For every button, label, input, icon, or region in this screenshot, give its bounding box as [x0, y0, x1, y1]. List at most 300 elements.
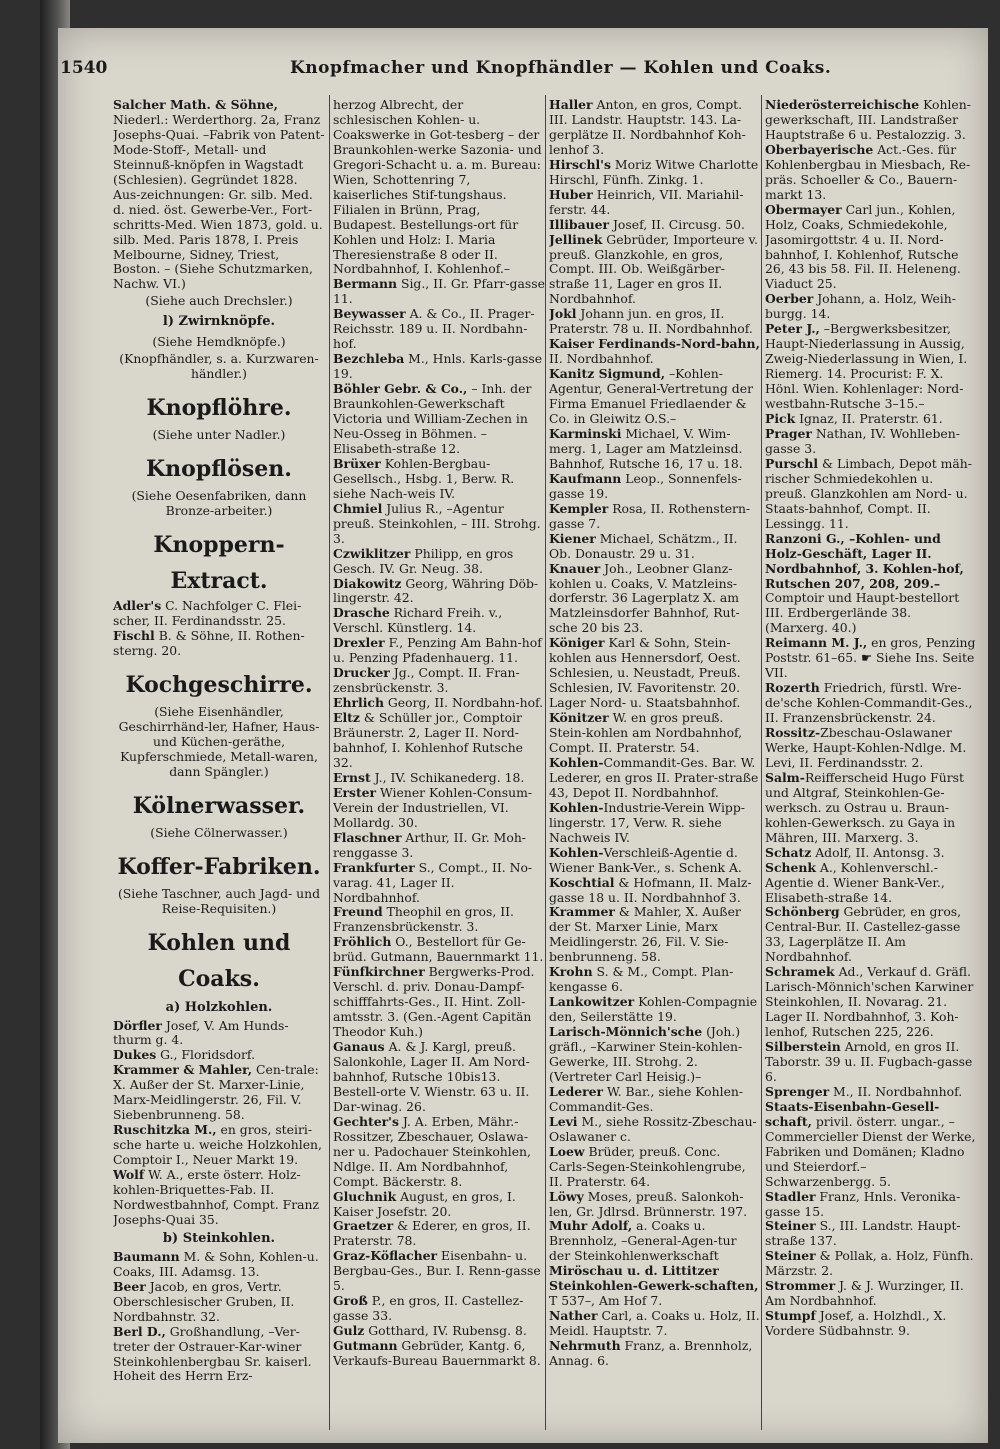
section-heading: Knopflösen. — [146, 456, 292, 483]
directory-entry — [333, 666, 545, 696]
entry-name: Schenk — [765, 859, 816, 875]
entry-details: A. & Co., II. Prager-Reichsstr. 189 u. II. Nordbahn-hof. — [333, 306, 535, 352]
entry-details: Industrie-Verein Wipp-lingerstr. 17, Verw. R. siehe Nachweis IV. — [549, 799, 745, 845]
section-heading: Knopflöhre. — [146, 395, 292, 422]
directory-entry — [549, 562, 761, 637]
entry-name: Graetzer — [333, 1218, 394, 1234]
entry-details: Bergwerks-Prod. Verschl. d. priv. Donau-Dampf-schifffahrts-Ges., II. Hint. Zoll-amtsstr. 3. (Gen.-Agent Capitän Theodor Kuh.) — [333, 964, 535, 1040]
entry-details: Commandit-Ges. Bar. W. Lederer, en gros II. Prater-straße 43, Depot II. Nordbahnhof. — [549, 754, 759, 800]
entry-name: Steiner — [765, 1248, 816, 1264]
entry-details: Carl, a. Coaks u. Holz, II. Meidl. Hauptstr. 7. — [549, 1308, 760, 1339]
directory-entry — [113, 1280, 325, 1325]
entry-details: Franz, Hnls. Veronika-gasse 15. — [765, 1188, 961, 1219]
cross-reference: (Siehe Eisenhändler, Geschirrhänd-ler, Hafner, Haus- und Küchen-geräthe, Kupferschmiede, Metall-waren, dann Spängler.) — [118, 703, 320, 779]
column-rule — [545, 95, 546, 1430]
directory-entry — [765, 1040, 977, 1085]
directory-entry — [549, 337, 761, 367]
directory-entry — [333, 1190, 545, 1220]
entry-name: Eltz — [333, 710, 360, 726]
entry-name: Erster — [333, 784, 377, 800]
entry-name: Ganaus — [333, 1039, 385, 1055]
entry-name: Gulz — [333, 1323, 365, 1339]
entry-details: – Inh. der Braunkohlen-Gewerkschaft Victoria und William-Zechen in Neu-Osseg in Böhmen. – Elisabeth-straße 12. — [333, 381, 532, 456]
entry-name: Graz-Köflacher — [333, 1248, 438, 1264]
entry-name: Gechter's — [333, 1113, 399, 1129]
entry-name: Rossitz- — [765, 725, 821, 741]
entry-details: O., Bestellort für Ge-brüd. Gutmann, Bauernmarkt 11. — [333, 934, 544, 965]
entry-name: Löwy — [549, 1188, 584, 1204]
directory-entry — [549, 801, 761, 846]
entry-name: Drucker — [333, 665, 390, 681]
directory-entry — [549, 1339, 761, 1369]
section-heading: Koffer-Fabriken. — [117, 853, 321, 880]
directory-entry — [113, 1168, 325, 1228]
entry-name: Freund — [333, 904, 383, 920]
entry-details: B. & Söhne, II. Rothen-sterng. 20. — [113, 627, 305, 658]
entry-details: Rosa, II. Rothenstern-gasse 7. — [549, 500, 751, 531]
directory-entry — [549, 1264, 761, 1309]
entry-name: Knauer — [549, 560, 601, 576]
directory-entry — [333, 1294, 545, 1324]
entry-name: Loew — [549, 1143, 585, 1159]
entry-name: Wolf — [113, 1167, 145, 1183]
entry-name: Salm- — [765, 769, 805, 785]
directory-entry — [765, 427, 977, 457]
directory-entry — [113, 1250, 325, 1280]
entry-details: & Schüller jor., Comptoir Bräunerstr. 2, Lager II. Nord-bahnhof, I. Kohlenhof Rutsche 32. — [333, 710, 524, 770]
directory-entry — [333, 965, 545, 1040]
entry-name: Haller — [549, 98, 593, 112]
column-4 — [765, 98, 977, 1428]
entry-details: & Ederer, en gros, II. Praterstr. 78. — [333, 1218, 531, 1249]
directory-entry — [333, 861, 545, 906]
entry-details: S., III. Landstr. Haupt-straße 137. — [765, 1218, 961, 1249]
directory-entry — [113, 1123, 325, 1168]
entry-name: Adler's — [113, 598, 162, 614]
directory-entry — [549, 218, 761, 233]
entry-details: J., IV. Schikanederg. 18. — [370, 769, 525, 785]
entry-details: Jg., Compt. II. Fran-zensbrückenstr. 3. — [333, 665, 520, 696]
entry-details: II. Nordbahnhof. — [549, 351, 654, 367]
directory-entry — [333, 1115, 545, 1190]
entry-details: Cen-trale: X. Außer der St. Marxer-Linie, Marx-Meidlingerstr. 26, Fil. V. Siebenbrunneng. 58. — [113, 1062, 319, 1123]
entry-details: Adolf, II. Antonsg. 3. — [811, 844, 945, 860]
directory-entry — [549, 1115, 761, 1145]
directory-entry — [333, 1324, 545, 1339]
directory-entry — [333, 606, 545, 636]
directory-entry — [549, 98, 761, 158]
entry-name: Kaiser Ferdinands-Nord-bahn, — [549, 336, 760, 352]
entry-name: Kohlen- — [549, 799, 604, 815]
entry-details: Großhandlung, –Ver-treter der Ostrauer-Kar-winer Steinkohlenbergbau Sr. kaiserl. Hoheit des Herrn Erz- — [113, 1323, 312, 1384]
entry-name: Königer — [549, 635, 605, 651]
entry-details: Moses, preuß. Salonkoh-len, Gr. Jdlrsd. Brünnerstr. 197. — [549, 1188, 748, 1219]
entry-name: Kaufmann — [549, 470, 622, 486]
entry-details: S. & M., Compt. Plan-kengasse 6. — [549, 964, 734, 995]
directory-entry — [113, 1063, 325, 1123]
directory-entry — [333, 98, 545, 277]
entry-details: a. Coaks u. Brennholz, –General-Agen-tur der Steinkohlenwerkschaft — [549, 1218, 737, 1264]
entry-name: Stumpf — [765, 1308, 816, 1324]
entry-name: Frankfurter — [333, 859, 415, 875]
entry-name: Obermayer — [765, 201, 842, 217]
entry-name: Beer — [113, 1278, 146, 1294]
directory-entry — [113, 629, 325, 659]
entry-details: –Kohlen-Agentur, General-Vertretung der Firma Emanuel Friedlaender & Co. in Gleiwitz O.S.– — [549, 366, 753, 427]
directory-entry — [549, 846, 761, 876]
entry-name: Sprenger — [765, 1083, 830, 1099]
directory-entry — [549, 905, 761, 965]
entry-name: Nehrmuth — [549, 1338, 621, 1354]
directory-entry — [333, 831, 545, 861]
entry-details: Leop., Sonnenfels-gasse 19. — [549, 470, 742, 501]
directory-entry — [549, 233, 761, 308]
entry-details: P., en gros, II. Castellez-gasse 33. — [333, 1293, 524, 1324]
entry-details: Comptoir und Haupt-bestellort III. Erdbergerlände 38. (Marxerg. 40.) — [765, 590, 960, 636]
entry-name: Kanitz Sigmund, — [549, 366, 666, 382]
directory-entry — [765, 1085, 977, 1100]
entry-details: J. & J. Wurzinger, II. Am Nordbahnhof. — [765, 1278, 964, 1309]
directory-entry — [549, 1085, 761, 1115]
directory-entry — [765, 322, 977, 412]
entry-details: Carl jun., Kohlen, Holz, Coaks, Schmiedekohle, Jasomirgottstr. 4 u. II. Nord-bahnhof, I. Kohlenhof, Rutsche 26, 43 bis 58. Fil. II. Heleneng. Viaduct 25. — [765, 201, 961, 292]
entry-name: Fischl — [113, 627, 155, 643]
entry-details: Nathan, IV. Wohlleben-gasse 3. — [765, 425, 960, 456]
entry-details: A. & J. Kargl, preuß. Salonkohle, Lager II. Am Nord-bahnhof, Rutsche 10bis13. Bestell-orte V. Wienstr. 63 u. II. Dar-winag. 26. — [333, 1039, 530, 1114]
directory-entry — [765, 846, 977, 861]
cross-reference: (Siehe unter Nadler.) — [152, 427, 286, 443]
entry-details: Arnold, en gros II. Taborstr. 39 u. II. Fugbach-gasse 6. — [765, 1039, 973, 1084]
entry-details: Moriz Witwe Charlotte Hirschl, Fünfh. Zinkg. 1. — [549, 156, 759, 187]
entry-name: Larisch-Mönnich'sche — [549, 1024, 703, 1040]
page-number: 1540 — [60, 58, 108, 78]
entry-details: S., Compt., II. No-varag. 41, Lager II. Nordbahnhof. — [333, 859, 533, 905]
entry-name: Flaschner — [333, 829, 402, 845]
entry-name: Oberbayerische — [765, 141, 874, 157]
entry-name: Strommer — [765, 1278, 836, 1294]
directory-entry — [333, 502, 545, 547]
directory-entry — [333, 711, 545, 771]
directory-entry — [549, 472, 761, 502]
entry-details: Julius R., –Agentur preuß. Steinkohlen, – III. Strohg. 3. — [333, 500, 541, 546]
entry-name: Gluchnik — [333, 1188, 397, 1204]
entry-details: G., Floridsdorf. — [156, 1047, 256, 1063]
directory-entry — [333, 382, 545, 457]
entry-name: Steiner — [765, 1218, 816, 1234]
entry-name: Czwiklitzer — [333, 545, 411, 561]
entry-name: Schramek — [765, 964, 835, 980]
page-title: Knopfmacher und Knopfhändler — Kohlen und Coaks. — [290, 58, 832, 78]
directory-entry — [549, 427, 761, 472]
entry-name: Diakowitz — [333, 575, 402, 591]
subsection-heading: a) Holzkohlen. — [165, 999, 273, 1015]
directory-entry — [549, 307, 761, 337]
directory-entry — [549, 532, 761, 562]
section-heading: Kochgeschirre. — [125, 671, 313, 698]
entry-name: Schatz — [765, 844, 812, 860]
cross-reference: (Siehe Oesenfabriken, dann Bronze-arbeiter.) — [131, 488, 307, 519]
entry-details: M., II. Nordbahnhof. — [829, 1083, 963, 1099]
entry-name: Krohn — [549, 964, 593, 980]
entry-details: Act.-Ges. für Kohlenbergbau in Miesbach, Re-präs. Schoeller & Co., Bauern-markt 13. — [765, 141, 971, 202]
directory-entry — [549, 1219, 761, 1264]
entry-details: Brüder, preuß. Conc. Carls-Segen-Steinkohlengrube, II. Praterstr. 64. — [549, 1143, 746, 1189]
entry-details: Gebrüder, Importeure v. preuß. Glanzkohle, en gros, Compt. III. Ob. Weißgärber-straße 11, Lager en gros II. Nordbahnhof. — [549, 231, 758, 307]
entry-details: Joh., Leobner Glanz-kohlen u. Coaks, V. Matzleins-dorferstr. 36 Lagerplatz X. am Matzleinsdorfer Bahnhof, Rut-sche 20 bis 23. — [549, 560, 740, 636]
entry-details: Heinrich, VII. Mariahil-ferstr. 44. — [549, 186, 744, 217]
section-heading: Kölnerwasser. — [132, 792, 306, 819]
entry-name: Silberstein — [765, 1039, 841, 1055]
entry-details: (Joh.) gräfl., –Karwiner Stein-kohlen-Gewerke, III. Strohg. 2. (Vertreter Carl Heisig.)– — [549, 1024, 743, 1084]
directory-entry — [549, 636, 761, 711]
directory-entry — [765, 1309, 977, 1339]
column-1 — [113, 98, 325, 1428]
directory-entry — [765, 965, 977, 1040]
entry-details: Franz, a. Brennholz, Annag. 6. — [549, 1338, 753, 1369]
entry-details: & Limbach, Depot mäh-rischer Schmiedekohlen u. preuß. Glanzkohlen am Nord- u. Staats-bahnhof, Compt. II. Lessingg. 11. — [765, 455, 972, 531]
directory-entry — [113, 599, 325, 629]
entry-details: Georg, Währing Döb-lingerstr. 42. — [333, 575, 539, 606]
entry-name: Niederösterreichische — [765, 98, 920, 112]
entry-details: Friedrich, fürstl. Wre-de'sche Kohlen-Commandit-Ges., II. Franzensbrückenstr. 24. — [765, 680, 973, 726]
entry-details: Niederl.: Werderthorg. 2a, Franz Josephs-Quai. –Fabrik von Patent-Mode-Stoff-, Metall- und Steinnuß-knöpfen in Wagstadt (Schlesien). Gegründet 1828. Aus-zeichnungen: Gr. silb. Med. d. nied. öst. Gewerbe-Ver., Fort-schritts-Med. Wien 1873, gold. u. silb. Med. Paris 1878, I. Preis Melbourne, Sidney, Triest, Boston. – (Siehe Schutzmarken, Nachw. VI.) — [113, 111, 325, 292]
directory-entry — [549, 1190, 761, 1220]
entry-name: Ruschitzka M., — [113, 1122, 217, 1138]
entry-details: M. & Sohn, Kohlen-u. Coaks, III. Adamsg. 13. — [113, 1248, 319, 1279]
entry-name: Böhler Gebr. & Co., — [333, 381, 468, 397]
directory-entry — [549, 995, 761, 1025]
entry-details: Anton, en gros, Compt. III. Landstr. Hauptstr. 143. La-gerplätze II. Nordbahnhof Koh-lenhof 3. — [549, 98, 746, 157]
cross-reference: (Siehe Cölnerwasser.) — [150, 824, 288, 840]
entry-details: –Bergwerksbesitzer, Haupt-Niederlassung in Aussig, Zweig-Niederlassung in Wien, I. Riemerg. 14. Procurist: F. X. Hönl. Wien. Kohlenlager: Nord-westbahn-Rutsche 3–15.– — [765, 321, 968, 412]
directory-entry — [333, 352, 545, 382]
entry-name: Dukes — [113, 1047, 157, 1063]
entry-name: Könitzer — [549, 710, 609, 726]
directory-entry — [333, 1040, 545, 1115]
directory-entry — [765, 292, 977, 322]
column-2 — [333, 98, 545, 1428]
entry-details: Josef, II. Circusg. 50. — [609, 216, 745, 232]
entry-name: Krammer — [549, 904, 615, 920]
directory-entry — [765, 861, 977, 906]
directory-entry — [549, 188, 761, 218]
entry-name: Kohlen- — [549, 754, 604, 770]
directory-entry — [549, 756, 761, 801]
entry-details: Philipp, en gros Gesch. IV. Gr. Neug. 38. — [333, 545, 514, 576]
entry-name: Oerber — [765, 291, 814, 307]
directory-entry — [113, 1325, 325, 1385]
entry-details: Josef, a. Holzhdl., X. Vordere Südbahnstr. 9. — [765, 1308, 947, 1339]
directory-entry — [765, 1190, 977, 1220]
directory-entry — [765, 1249, 977, 1279]
entry-details: F., Penzing Am Bahn-hof u. Penzing Pfadenhauerg. 11. — [333, 635, 542, 666]
entry-details: & Mahler, X. Außer der St. Marxer Linie, Marx Meidlingerstr. 26, Fil. V. Sie-benbrunneng. 58. — [549, 904, 741, 965]
directory-entry — [333, 636, 545, 666]
entry-name: Levi — [549, 1113, 578, 1129]
entry-details: Theophil en gros, II. Franzensbrückenstr. 3. — [333, 904, 514, 935]
directory-entry — [333, 1219, 545, 1249]
directory-entry — [765, 681, 977, 726]
entry-details: Jacob, en gros, Vertr. Oberschlesischer Gruben, II. Nordbahnstr. 32. — [113, 1278, 295, 1324]
directory-entry — [113, 1019, 325, 1049]
entry-details: Kohlen-Compagnie den, Seilerstätte 19. — [549, 994, 758, 1025]
entry-details: Wiener Kohlen-Consum-Verein der Industriellen, VI. Mollardg. 30. — [333, 784, 533, 830]
entry-details: J. A. Erben, Mähr.-Rossitzer, Zbeschauer, Oslawa-ner u. Padochauer Steinkohlen, Ndlge. II. Am Nordbahnhof, Compt. Bäckerstr. 8. — [333, 1113, 531, 1189]
directory-entry — [549, 158, 761, 188]
entry-details: Kohlen-Bergbau-Gesellsch., Hsbg. 1, Berw. R. siehe Nach-weis IV. — [333, 455, 515, 501]
page-header — [60, 58, 832, 88]
entry-name: Stadler — [765, 1188, 816, 1204]
directory-entry — [549, 502, 761, 532]
directory-entry — [333, 577, 545, 607]
entry-name: Salcher Math. & Söhne, — [113, 98, 278, 112]
column-rule — [761, 95, 762, 1430]
entry-details: Ignaz, II. Praterstr. 61. — [795, 411, 943, 427]
entry-details: Ad., Verkauf d. Gräfl. Larisch-Mönnich'schen Karwiner Steinkohlen, II. Novarag. 21. Lager II. Nordbahnhof, 3. Koh-lenhof, Rutschen 225, 226. — [765, 964, 974, 1040]
directory-entry — [765, 726, 977, 771]
directory-entry — [765, 457, 977, 532]
entry-name: Beywasser — [333, 306, 406, 322]
entry-details: Gotthard, IV. Rubensg. 8. — [364, 1323, 527, 1339]
directory-entry — [113, 1048, 325, 1063]
directory-entry — [333, 307, 545, 352]
entry-name: Chmiel — [333, 500, 383, 516]
entry-name: Koschtial — [549, 874, 615, 890]
entry-details: M., siehe Rossitz-Zbeschau-Oslawaner c. — [549, 1113, 757, 1144]
section-heading: Kohlen und Coaks. — [147, 929, 291, 992]
column-rule — [329, 95, 330, 1430]
entry-details: W. A., erste österr. Holz-kohlen-Briquettes-Fab. II. Nordwestbahnhof, Compt. Franz Josephs-Quai 35. — [113, 1167, 320, 1227]
cross-reference: (Siehe Taschner, auch Jagd- und Reise-Requisiten.) — [117, 885, 321, 916]
entry-name: Peter J., — [765, 321, 820, 337]
entry-details: W. Bar., siehe Kohlen-Commandit-Ges. — [549, 1083, 744, 1114]
entry-details: Michael, V. Wim-merg. 1, Lager am Matzleinsd. Bahnhof, Rutsche 16, 17 u. 18. — [549, 425, 743, 471]
entry-details: A., Kohlenverschl.-Agentie d. Wiener Bank-Ver., Elisabeth-straße 14. — [765, 859, 945, 905]
directory-entry — [333, 935, 545, 965]
entry-details: Richard Freih. v., Verschl. Künstlerg. 14. — [333, 605, 503, 636]
subsection-heading: b) Steinkohlen. — [162, 1230, 276, 1246]
directory-entry — [549, 876, 761, 906]
cross-reference: (Siehe auch Drechsler.) — [145, 293, 293, 309]
entry-name: Ranzoni G., –Kohlen- und Holz-Geschäft, Lager II. Nordbahnhof, 3. Kohlen-hof, Rutschen 207, 208, 209.– — [765, 530, 964, 591]
entry-details: August, en gros, I. Kaiser Josefstr. 20. — [333, 1188, 516, 1219]
directory-entry — [333, 696, 545, 711]
directory-entry — [333, 457, 545, 502]
directory-entry — [113, 98, 325, 292]
entry-details: Gebrüder, en gros, Central-Bur. II. Castellez-gasse 33, Lagerplätze II. Am Nordbahnhof. — [765, 904, 962, 965]
directory-entry — [333, 1249, 545, 1294]
entry-name: Huber — [549, 186, 593, 202]
entry-name: Reimann M. J., — [765, 635, 868, 651]
entry-details: privil. österr. ungar., –Commercieller Dienst der Werke, Fabriken und Domänen; Kladno und Steierdorf.– Schwarzenbergg. 5. — [765, 1113, 976, 1189]
directory-entry — [765, 771, 977, 846]
entry-details: en gros, steiri-sche harte u. weiche Holzkohlen, Comptoir I., Neuer Markt 19. — [113, 1122, 322, 1168]
directory-entry — [765, 143, 977, 203]
entry-name: Fröhlich — [333, 934, 392, 950]
entry-name: Hirschl's — [549, 156, 611, 172]
entry-name: Berl D., — [113, 1323, 166, 1339]
directory-entry — [333, 786, 545, 831]
entry-name: Jellinek — [549, 231, 603, 247]
entry-name: Staats-Eisenbahn-Gesell-schaft, — [765, 1098, 940, 1129]
entry-name: Kohlen- — [549, 844, 604, 860]
entry-name: Miröschau u. d. Littitzer Steinkohlen-Gewerk-schaften, — [549, 1263, 759, 1294]
entry-name: Illibauer — [549, 216, 610, 232]
directory-entry — [765, 203, 977, 293]
entry-details: herzog Albrecht, der schlesischen Kohlen- u. Coakswerke in Got-tesberg – der Braunkohlen-werke Sazonia- und Gregori-Schacht u. a. m. Bureau: Wien, Schottenring 7, kaiserliches Stif-tungshaus. Filialen in Brünn, Prag, Budapest. Bestellungs-ort für Kohlen und Holz: I. Maria Theresienstraße 8 oder II. Nordbahnhof, I. Kohlenhof.– — [333, 98, 542, 277]
entry-name: Drexler — [333, 635, 385, 651]
entry-details: Georg, II. Nordbahn-hof. — [383, 695, 544, 711]
entry-name: Groß — [333, 1293, 368, 1309]
directory-entry — [765, 532, 977, 637]
entry-name: Ehrlich — [333, 695, 384, 711]
entry-name: Muhr Adolf, — [549, 1218, 633, 1234]
entry-name: Lederer — [549, 1083, 604, 1099]
directory-entry — [765, 412, 977, 427]
directory-entry — [765, 905, 977, 965]
directory-entry — [765, 1100, 977, 1190]
directory-entry — [765, 1219, 977, 1249]
entry-name: Dörfler — [113, 1017, 162, 1033]
directory-entry — [765, 98, 977, 143]
column-3 — [549, 98, 761, 1428]
entry-name: Pick — [765, 411, 796, 427]
entry-details: Kohlen-gewerkschaft, III. Landstraßer Hauptstraße 6 u. Pestalozzig. 3. — [765, 98, 971, 142]
entry-details: Zbeschau-Oslawaner Werke, Haupt-Kohlen-Ndlge. M. Levi, II. Ferdinandsstr. 2. — [765, 725, 967, 770]
entry-name: Jokl — [549, 306, 577, 322]
entry-name: Nather — [549, 1308, 598, 1324]
entry-details: W. en gros preuß. Stein-kohlen am Nordbahnhof, Compt. II. Praterstr. 54. — [549, 710, 743, 755]
entry-name: Bezchleba — [333, 351, 405, 367]
entry-name: Rozerth — [765, 680, 820, 696]
entry-name: Drasche — [333, 605, 390, 621]
directory-entry — [333, 277, 545, 307]
entry-name: Purschl — [765, 455, 819, 471]
directory-entry — [549, 711, 761, 756]
section-heading: Knoppern-Extract. — [153, 532, 285, 595]
entry-details: C. Nachfolger C. Flei-scher, II. Ferdinandsstr. 25. — [113, 598, 302, 629]
directory-entry — [549, 1145, 761, 1190]
directory-entry — [765, 1279, 977, 1309]
entry-name: Prager — [765, 425, 812, 441]
directory-entry — [333, 547, 545, 577]
entry-details: Arthur, II. Gr. Moh-renggasse 3. — [333, 829, 526, 860]
entry-details: en gros, Penzing Poststr. 61–65. ☛ Siehe Ins. Seite VII. — [765, 635, 976, 681]
entry-name: Karminski — [549, 425, 622, 441]
directory-entry — [333, 905, 545, 935]
entry-name: Brüxer — [333, 455, 381, 471]
entry-name: Bermann — [333, 276, 398, 292]
entry-details: Verschleiß-Agentie d. Wiener Bank-Ver., s. Schenk A. — [549, 844, 742, 875]
entry-details: Josef, V. Am Hunds-thurm g. 4. — [113, 1017, 289, 1048]
entry-name: Krammer & Mahler, — [113, 1062, 253, 1078]
entry-details: M., Hnls. Karls-gasse 19. — [333, 351, 543, 382]
directory-entry — [549, 965, 761, 995]
entry-name: Schönberg — [765, 904, 840, 920]
subsection-heading: l) Zwirnknöpfe. — [162, 314, 276, 330]
directory-entry — [333, 771, 545, 786]
entry-details: Reifferscheid Hugo Fürst und Altgraf, Steinkohlen-Ge-werksch. zu Ostrau u. Braun-kohlen-Gewerksch. zu Gaya in Mähren, III. Marxerg. 3. — [765, 769, 965, 845]
entry-details: Gebrüder, Kantg. 6, Verkaufs-Bureau Bauernmarkt 8. — [333, 1338, 541, 1369]
cross-reference: (Knopfhändler, s. a. Kurzwaren-händler.) — [119, 351, 319, 382]
entry-name: Kiener — [549, 530, 596, 546]
entry-name: Ernst — [333, 769, 371, 785]
entry-details: Sig., II. Gr. Pfarr-gasse 11. — [333, 276, 545, 307]
entry-name: Baumann — [113, 1248, 180, 1264]
entry-details: & Hofmann, II. Malz-gasse 18 u. II. Nordbahnhof 3. — [549, 874, 752, 905]
entry-name: Kempler — [549, 500, 609, 516]
cross-reference: (Siehe Hemdknöpfe.) — [152, 334, 286, 350]
